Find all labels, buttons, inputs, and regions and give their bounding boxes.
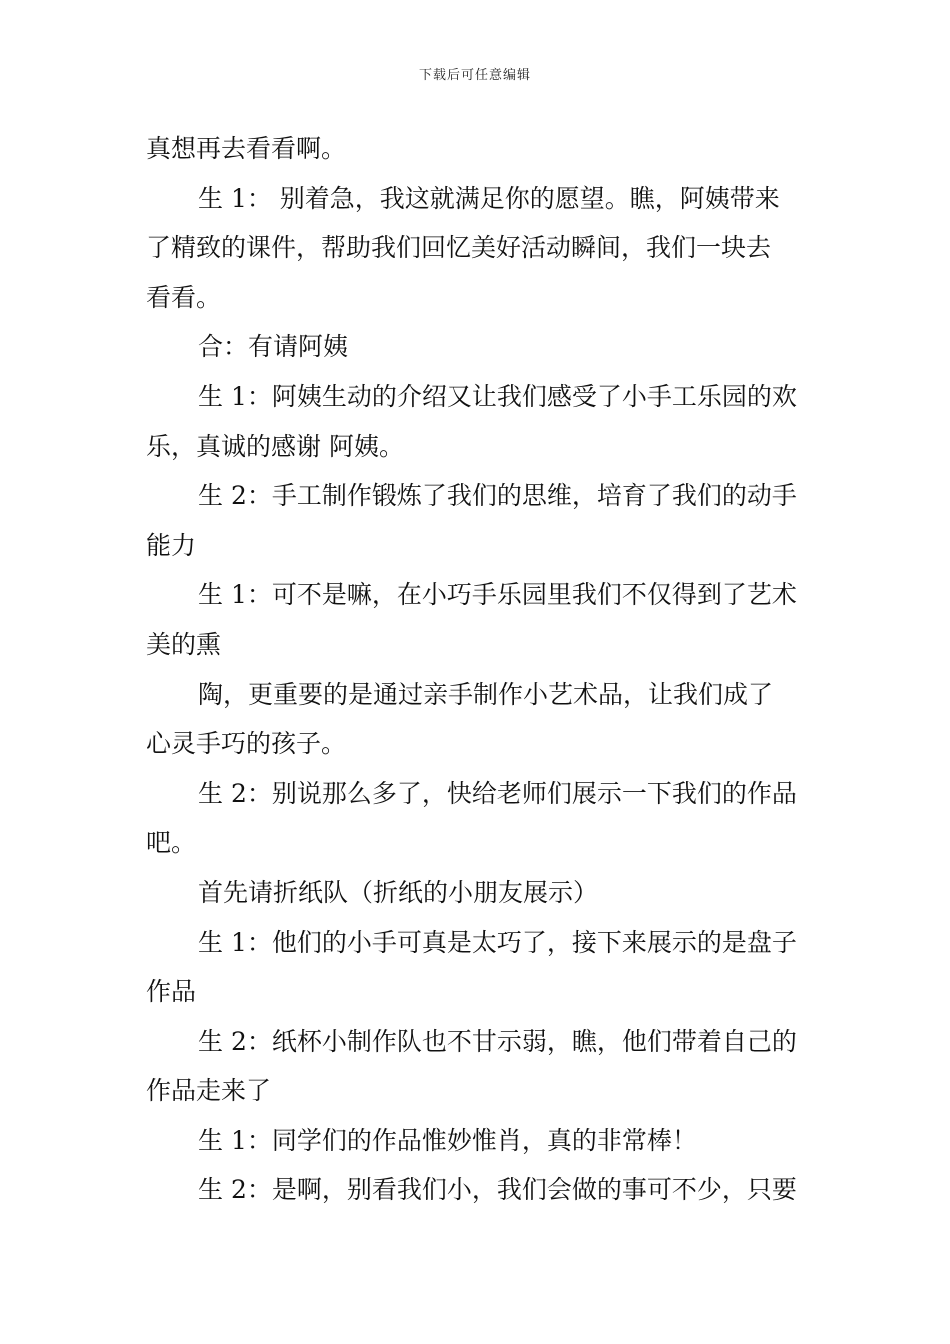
text-line: 合：有请阿姨: [198, 332, 349, 362]
text-line: 乐，真诚的感谢 阿姨。: [146, 431, 404, 461]
text-line: 生 2：手工制作锻炼了我们的思维，培育了我们的动手: [198, 481, 797, 511]
text-line: 心灵手巧的孩子。: [146, 729, 347, 759]
text-line: 吧。: [146, 828, 197, 858]
text-line: 作品走来了: [146, 1076, 272, 1106]
text-line: 首先请折纸队（折纸的小朋友展示）: [198, 877, 599, 907]
text-line: 生 1：可不是嘛，在小巧手乐园里我们不仅得到了艺术: [198, 580, 797, 610]
text-line: 生 1：同学们的作品惟妙惟肖，真的非常棒！: [198, 1125, 697, 1155]
text-line: 生 1：他们的小手可真是太巧了，接下来展示的是盘子: [198, 927, 797, 957]
page-header-note: 下载后可任意编辑: [418, 68, 531, 83]
text-line: 美的熏: [146, 629, 222, 659]
document-body: [146, 124, 808, 1215]
text-line: 生 1： 别着急，我这就满足你的愿望。瞧，阿姨带来: [198, 183, 780, 213]
text-line: 了精致的课件，帮助我们回忆美好活动瞬间，我们一块去: [146, 233, 772, 263]
text-line: 生 2：是啊，别看我们小，我们会做的事可不少，只要: [198, 1175, 797, 1205]
text-line: 生 2：纸杯小制作队也不甘示弱，瞧，他们带着自己的: [198, 1026, 797, 1056]
text-line: 陶，更重要的是通过亲手制作小艺术品，让我们成了: [198, 679, 774, 709]
text-line: 作品: [146, 977, 197, 1007]
text-line: 生 1：阿姨生动的介绍又让我们感受了小手工乐园的欢: [198, 381, 797, 411]
text-line: 能力: [146, 530, 197, 560]
text-line: 真想再去看看啊。: [146, 134, 347, 163]
text-line: 生 2：别说那么多了，快给老师们展示一下我们的作品: [198, 778, 797, 808]
text-line: 看看。: [146, 282, 222, 312]
